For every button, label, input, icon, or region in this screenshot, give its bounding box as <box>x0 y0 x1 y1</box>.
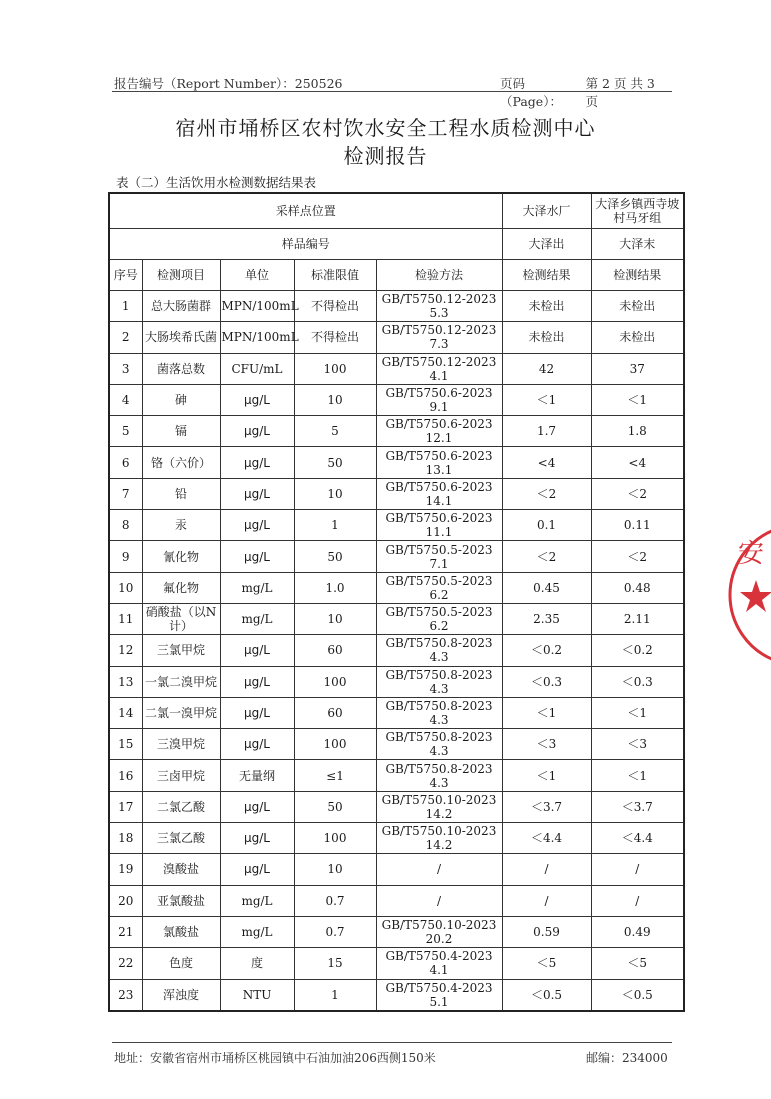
cell-unit: 无量纲 <box>220 760 294 791</box>
table-row <box>109 322 684 353</box>
cell-method: GB/T5750.10-2023 14.2 <box>376 823 502 854</box>
cell-unit: μg/L <box>220 447 294 478</box>
cell-method: GB/T5750.6-2023 14.1 <box>376 478 502 509</box>
cell-limit: 不得检出 <box>294 322 376 353</box>
table-row <box>109 572 684 603</box>
col-header: 序号 <box>109 260 142 291</box>
svg-text:安: 安 <box>738 539 765 569</box>
table-row <box>109 384 684 415</box>
cell-method: GB/T5750.6-2023 11.1 <box>376 510 502 541</box>
cell-result1: ＜0.2 <box>502 635 591 666</box>
cell-result2: ＜0.2 <box>591 635 684 666</box>
cell-limit: 60 <box>294 635 376 666</box>
cell-result2: ＜2 <box>591 541 684 572</box>
cell-result2: ＜3.7 <box>591 791 684 822</box>
table-row <box>109 823 684 854</box>
cell-limit: 100 <box>294 666 376 697</box>
cell-result1: ＜3 <box>502 729 591 760</box>
cell-unit: mg/L <box>220 916 294 947</box>
cell-item: 一氯二溴甲烷 <box>142 666 220 697</box>
cell-method: GB/T5750.12-2023 5.3 <box>376 291 502 322</box>
table-row <box>109 885 684 916</box>
cell-limit: 50 <box>294 447 376 478</box>
cell-result1: <4 <box>502 447 591 478</box>
cell-limit: 50 <box>294 791 376 822</box>
table-row <box>109 916 684 947</box>
cell-result1: ＜3.7 <box>502 791 591 822</box>
cell-method: GB/T5750.6-2023 9.1 <box>376 384 502 415</box>
cell-method: GB/T5750.12-2023 4.1 <box>376 353 502 384</box>
cell-seq: 8 <box>109 510 142 541</box>
footer-postcode: 邮编：234000 <box>586 1051 668 1065</box>
document-subtitle: 检测报告 <box>343 144 428 168</box>
footer-divider <box>112 1042 672 1043</box>
table-row <box>109 416 684 447</box>
cell-result1: 2.35 <box>502 603 591 634</box>
cell-item: 菌落总数 <box>142 353 220 384</box>
sample-2: 大泽末 <box>591 229 684 260</box>
cell-method: / <box>376 854 502 885</box>
cell-result1: ＜5 <box>502 948 591 979</box>
cell-result1: 0.1 <box>502 510 591 541</box>
cell-item: 溴酸盐 <box>142 854 220 885</box>
cell-seq: 17 <box>109 791 142 822</box>
cell-result1: 0.59 <box>502 916 591 947</box>
cell-item: 三氯甲烷 <box>142 635 220 666</box>
cell-seq: 2 <box>109 322 142 353</box>
table-row <box>109 603 684 634</box>
table-row <box>109 478 684 509</box>
cell-result1: 42 <box>502 353 591 384</box>
cell-limit: 100 <box>294 729 376 760</box>
table-row <box>109 979 684 1011</box>
cell-unit: CFU/mL <box>220 353 294 384</box>
table-row <box>109 729 684 760</box>
cell-unit: μg/L <box>220 416 294 447</box>
cell-item: 氯酸盐 <box>142 916 220 947</box>
document-title: 宿州市埇桥区农村饮水安全工程水质检测中心 <box>175 116 596 140</box>
cell-unit: μg/L <box>220 666 294 697</box>
cell-unit: NTU <box>220 979 294 1011</box>
cell-limit: 1.0 <box>294 572 376 603</box>
table-row <box>109 291 684 322</box>
cell-result2: ＜3 <box>591 729 684 760</box>
cell-limit: 0.7 <box>294 885 376 916</box>
cell-seq: 4 <box>109 384 142 415</box>
cell-method: GB/T5750.5-2023 7.1 <box>376 541 502 572</box>
column-header-row <box>109 260 684 291</box>
cell-seq: 22 <box>109 948 142 979</box>
cell-item: 氟化物 <box>142 572 220 603</box>
cell-method: GB/T5750.4-2023 4.1 <box>376 948 502 979</box>
cell-method: GB/T5750.8-2023 4.3 <box>376 666 502 697</box>
table-row <box>109 447 684 478</box>
results-table <box>108 192 685 1012</box>
cell-result2: 1.8 <box>591 416 684 447</box>
cell-unit: 度 <box>220 948 294 979</box>
col-header: 检测项目 <box>142 260 220 291</box>
cell-result2: ＜1 <box>591 384 684 415</box>
cell-result2: ＜0.5 <box>591 979 684 1011</box>
cell-item: 氰化物 <box>142 541 220 572</box>
cell-method: GB/T5750.12-2023 7.3 <box>376 322 502 353</box>
cell-method: GB/T5750.8-2023 4.3 <box>376 697 502 728</box>
cell-result2: ＜1 <box>591 760 684 791</box>
cell-method: GB/T5750.8-2023 4.3 <box>376 729 502 760</box>
table-row <box>109 541 684 572</box>
table-row <box>109 791 684 822</box>
cell-item: 二氯乙酸 <box>142 791 220 822</box>
location-2: 大泽乡镇西寺坡村马牙组 <box>591 193 684 229</box>
cell-method: GB/T5750.6-2023 13.1 <box>376 447 502 478</box>
cell-unit: μg/L <box>220 729 294 760</box>
table-row <box>109 635 684 666</box>
cell-limit: 5 <box>294 416 376 447</box>
table-row <box>109 697 684 728</box>
cell-result1: / <box>502 885 591 916</box>
cell-result1: 未检出 <box>502 291 591 322</box>
cell-method: GB/T5750.8-2023 4.3 <box>376 760 502 791</box>
cell-result2: / <box>591 854 684 885</box>
report-number-value: 250526 <box>294 76 343 91</box>
cell-item: 浑浊度 <box>142 979 220 1011</box>
cell-method: / <box>376 885 502 916</box>
cell-limit: 10 <box>294 603 376 634</box>
cell-limit: 50 <box>294 541 376 572</box>
cell-item: 砷 <box>142 384 220 415</box>
cell-method: GB/T5750.5-2023 6.2 <box>376 572 502 603</box>
cell-limit: 10 <box>294 854 376 885</box>
cell-item: 色度 <box>142 948 220 979</box>
cell-result1: ＜1 <box>502 384 591 415</box>
cell-result2: 0.11 <box>591 510 684 541</box>
cell-item: 亚氯酸盐 <box>142 885 220 916</box>
cell-item: 铬（六价） <box>142 447 220 478</box>
cell-seq: 9 <box>109 541 142 572</box>
cell-result1: 未检出 <box>502 322 591 353</box>
cell-seq: 12 <box>109 635 142 666</box>
cell-method: GB/T5750.5-2023 6.2 <box>376 603 502 634</box>
cell-unit: μg/L <box>220 541 294 572</box>
cell-unit: μg/L <box>220 697 294 728</box>
cell-result2: / <box>591 885 684 916</box>
cell-result1: ＜1 <box>502 760 591 791</box>
table-row <box>109 510 684 541</box>
cell-limit: ≤1 <box>294 760 376 791</box>
cell-result2: 2.11 <box>591 603 684 634</box>
table-row <box>109 948 684 979</box>
cell-unit: mg/L <box>220 572 294 603</box>
cell-seq: 7 <box>109 478 142 509</box>
table-row <box>109 854 684 885</box>
cell-limit: 10 <box>294 384 376 415</box>
cell-limit: 100 <box>294 823 376 854</box>
table-row <box>109 666 684 697</box>
cell-seq: 16 <box>109 760 142 791</box>
report-number-label: 报告编号（Report Number）： <box>114 76 295 91</box>
header-divider <box>112 91 672 92</box>
cell-item: 镉 <box>142 416 220 447</box>
cell-unit: μg/L <box>220 510 294 541</box>
cell-limit: 60 <box>294 697 376 728</box>
cell-limit: 0.7 <box>294 916 376 947</box>
cell-seq: 21 <box>109 916 142 947</box>
cell-result1: ＜1 <box>502 697 591 728</box>
cell-unit: μg/L <box>220 635 294 666</box>
cell-limit: 10 <box>294 478 376 509</box>
cell-result1: 0.45 <box>502 572 591 603</box>
col-header: 检验方法 <box>376 260 502 291</box>
cell-result2: 37 <box>591 353 684 384</box>
cell-method: GB/T5750.6-2023 12.1 <box>376 416 502 447</box>
cell-item: 三溴甲烷 <box>142 729 220 760</box>
cell-seq: 14 <box>109 697 142 728</box>
cell-result1: ＜2 <box>502 478 591 509</box>
page-indicator <box>500 74 670 110</box>
cell-item: 三卤甲烷 <box>142 760 220 791</box>
cell-seq: 19 <box>109 854 142 885</box>
cell-limit: 不得检出 <box>294 291 376 322</box>
table-row <box>109 760 684 791</box>
cell-limit: 1 <box>294 510 376 541</box>
col-header: 检测结果 <box>591 260 684 291</box>
sampling-location-label: 采样点位置 <box>109 193 502 229</box>
cell-method: GB/T5750.10-2023 20.2 <box>376 916 502 947</box>
cell-result2: ＜1 <box>591 697 684 728</box>
cell-method: GB/T5750.10-2023 14.2 <box>376 791 502 822</box>
cell-unit: MPN/100mL <box>220 291 294 322</box>
report-number <box>114 74 343 92</box>
cell-result1: ＜2 <box>502 541 591 572</box>
cell-item: 铅 <box>142 478 220 509</box>
cell-result2: ＜2 <box>591 478 684 509</box>
sampling-location-row <box>109 193 684 229</box>
cell-seq: 5 <box>109 416 142 447</box>
table-caption: 表（二）生活饮用水检测数据结果表 <box>116 175 317 190</box>
cell-result1: ＜4.4 <box>502 823 591 854</box>
cell-item: 大肠埃希氏菌 <box>142 322 220 353</box>
cell-seq: 3 <box>109 353 142 384</box>
cell-result2: ＜0.3 <box>591 666 684 697</box>
cell-method: GB/T5750.8-2023 4.3 <box>376 635 502 666</box>
cell-seq: 18 <box>109 823 142 854</box>
cell-unit: μg/L <box>220 854 294 885</box>
col-header: 检测结果 <box>502 260 591 291</box>
cell-result1: ＜0.3 <box>502 666 591 697</box>
cell-unit: mg/L <box>220 603 294 634</box>
cell-item: 汞 <box>142 510 220 541</box>
table-body <box>109 291 684 1011</box>
cell-item: 总大肠菌群 <box>142 291 220 322</box>
cell-result1: / <box>502 854 591 885</box>
cell-result1: ＜0.5 <box>502 979 591 1011</box>
footer-address: 地址：安徽省宿州市埇桥区桃园镇中石油加油206西侧150米 <box>114 1051 436 1065</box>
cell-unit: MPN/100mL <box>220 322 294 353</box>
table-row <box>109 353 684 384</box>
cell-result2: ＜5 <box>591 948 684 979</box>
cell-result2: 未检出 <box>591 322 684 353</box>
cell-result2: ＜4.4 <box>591 823 684 854</box>
cell-limit: 1 <box>294 979 376 1011</box>
cell-seq: 10 <box>109 572 142 603</box>
sample-1: 大泽出 <box>502 229 591 260</box>
cell-item: 二氯一溴甲烷 <box>142 697 220 728</box>
sample-id-label: 样品编号 <box>109 229 502 260</box>
cell-seq: 15 <box>109 729 142 760</box>
cell-unit: μg/L <box>220 478 294 509</box>
cell-result2: 0.48 <box>591 572 684 603</box>
cell-seq: 13 <box>109 666 142 697</box>
cell-item: 三氯乙酸 <box>142 823 220 854</box>
page-label: 页码（Page）： <box>500 76 562 109</box>
col-header: 标准限值 <box>294 260 376 291</box>
cell-result2: 未检出 <box>591 291 684 322</box>
cell-unit: μg/L <box>220 823 294 854</box>
col-header: 单位 <box>220 260 294 291</box>
location-1: 大泽水厂 <box>502 193 591 229</box>
page-value: 第 2 页 共 3 页 <box>585 76 655 109</box>
cell-seq: 1 <box>109 291 142 322</box>
cell-seq: 23 <box>109 979 142 1011</box>
cell-result2: <4 <box>591 447 684 478</box>
cell-result2: 0.49 <box>591 916 684 947</box>
cell-unit: μg/L <box>220 384 294 415</box>
cell-seq: 6 <box>109 447 142 478</box>
red-seal-stamp <box>716 520 771 670</box>
cell-limit: 100 <box>294 353 376 384</box>
cell-unit: mg/L <box>220 885 294 916</box>
cell-limit: 15 <box>294 948 376 979</box>
cell-method: GB/T5750.4-2023 5.1 <box>376 979 502 1011</box>
cell-result1: 1.7 <box>502 416 591 447</box>
cell-unit: μg/L <box>220 791 294 822</box>
cell-seq: 20 <box>109 885 142 916</box>
sample-id-row <box>109 229 684 260</box>
cell-item: 硝酸盐（以N计） <box>142 603 220 634</box>
cell-seq: 11 <box>109 603 142 634</box>
